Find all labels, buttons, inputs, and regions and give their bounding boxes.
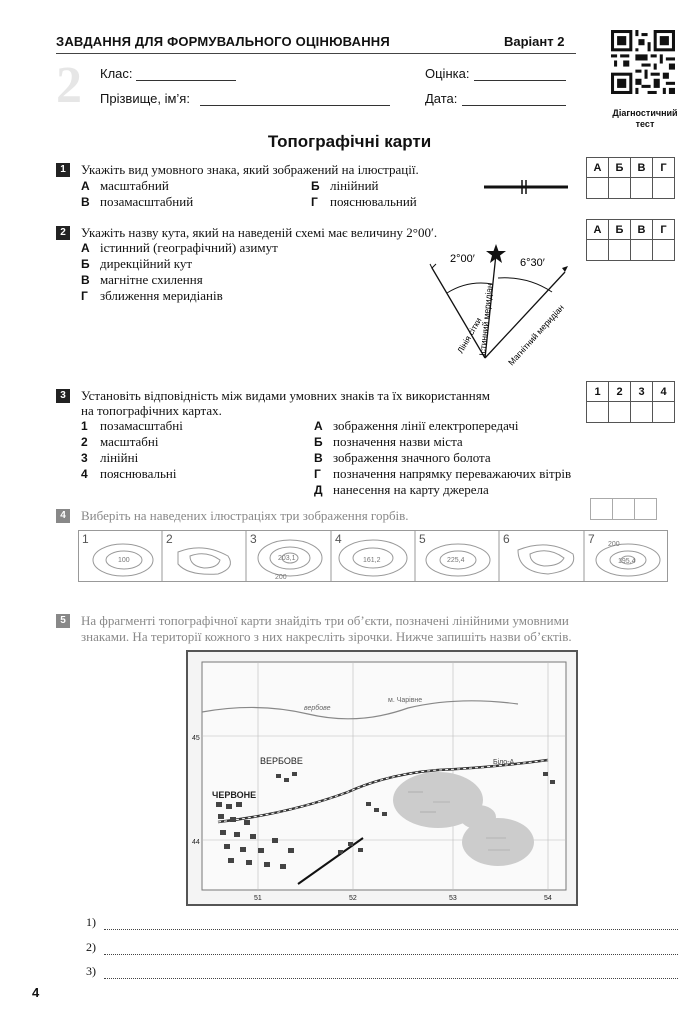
q3-right-a-letter: А — [314, 419, 323, 433]
map-row-label-1: 45 — [192, 735, 200, 742]
q1-option-d[interactable] — [311, 194, 417, 210]
map-road-label: Біло-А — [493, 759, 515, 766]
q1-answer-cell-b[interactable] — [609, 178, 631, 199]
q4-panel-3-contour: 200 — [275, 574, 287, 581]
q4-number-badge: 4 — [56, 509, 70, 523]
q4-answer-cell-1[interactable] — [591, 499, 613, 520]
qr-caption — [604, 108, 686, 130]
q3-left-4-text: пояснювальні — [100, 466, 177, 481]
q1-answer-head-c: В — [631, 158, 653, 178]
q2-option-a[interactable] — [81, 240, 278, 256]
q3-answer-cell-2[interactable] — [609, 402, 631, 423]
class-field[interactable] — [136, 79, 236, 81]
q3-right-c — [314, 450, 491, 466]
q2-answer-grid — [586, 219, 675, 261]
q4-panel-7-contour: 200 — [608, 541, 620, 548]
angle-label-2: 6°30′ — [520, 257, 545, 269]
grid-fork — [430, 264, 436, 268]
q4-panel-4-label: 161,2 — [363, 557, 381, 564]
q1-option-a-letter: А — [81, 179, 90, 193]
q2-answer-head-a: А — [587, 220, 609, 240]
q1-answer-cell-a[interactable] — [587, 178, 609, 199]
q4-panel-2-num: 2 — [166, 532, 173, 546]
q1-number-badge: 1 — [56, 163, 70, 177]
q3-right-b-text: позначення назви міста — [333, 434, 463, 449]
q1-text: Укажіть вид умовного знака, який зображений на ілюстрації. — [81, 162, 419, 177]
q2-answer-cell-d[interactable] — [653, 240, 675, 261]
map-col-label-2: 52 — [349, 895, 357, 902]
q3-answer-head-2: 2 — [609, 382, 631, 402]
arrow-icon — [562, 266, 568, 272]
q3-answer-cell-1[interactable] — [587, 402, 609, 423]
q3-number-badge: 3 — [56, 389, 70, 403]
q3-left-2 — [81, 434, 158, 450]
map-river-label: вербове — [304, 705, 331, 712]
q2-option-d-text: зближення меридіанів — [100, 288, 223, 303]
q5-number-badge: 5 — [56, 614, 70, 628]
q1-linear-symbol-illustration — [482, 177, 570, 197]
q3-right-c-text: зображення значного болота — [333, 450, 491, 465]
q3-left-2-text: масштабні — [100, 434, 159, 449]
q3-left-1-num: 1 — [81, 419, 88, 433]
class-label: Клас: — [100, 66, 133, 81]
q4-text: Виберіть на наведених ілюстраціях три зображення горбів. — [81, 508, 409, 523]
q3-answer-head-3: 3 — [631, 382, 653, 402]
qr-caption-line1: Діагностичний — [612, 108, 678, 118]
header-title: ЗАВДАННЯ ДЛЯ ФОРМУВАЛЬНОГО ОЦІНЮВАННЯ — [56, 34, 390, 49]
topic-title: Топографічні карти — [267, 132, 432, 151]
q5-answer-line-3[interactable] — [104, 977, 678, 979]
magnetic-meridian-label: Магнітний меридіан — [506, 302, 566, 368]
angle-label-1: 2°00′ — [450, 253, 475, 265]
q4-panel-6-num: 6 — [503, 532, 510, 546]
q3-text-line1: Установіть відповідність між видами умовних знаків та їх використанням — [81, 388, 490, 403]
q1-answer-grid — [586, 157, 675, 199]
header-divider — [56, 53, 576, 54]
map-row-label-2: 44 — [192, 839, 200, 846]
name-field[interactable] — [200, 104, 390, 106]
q3-right-e-letter: Д — [314, 483, 323, 497]
q2-option-d[interactable] — [81, 288, 223, 304]
q4-panel-1-label: 100 — [118, 557, 130, 564]
grade-field[interactable] — [474, 79, 566, 81]
q5-text-line1: На фрагменті топографічної карти знайдіть три об’єкти, позначені лінійними умовними — [81, 613, 569, 628]
q3-right-d-letter: Г — [314, 467, 321, 481]
map-col-label-3: 53 — [449, 895, 457, 902]
q4-panel-7-label: 195,4 — [618, 558, 636, 565]
q2-answer-cell-b[interactable] — [609, 240, 631, 261]
q4-panel-7-num: 7 — [588, 532, 595, 546]
q1-option-a[interactable] — [81, 178, 169, 194]
q3-answer-grid — [586, 381, 675, 423]
qr-caption-line2: тест — [635, 119, 655, 129]
q1-option-d-text: пояснювальний — [330, 194, 417, 209]
q3-right-e — [314, 482, 489, 498]
q3-right-a — [314, 418, 519, 434]
q1-option-c[interactable] — [81, 194, 193, 210]
q2-option-c-text: магнітне схилення — [100, 272, 203, 287]
date-label: Дата: — [425, 91, 458, 106]
map-place-label: м. Чарівне — [388, 697, 423, 704]
q1-answer-cell-d[interactable] — [653, 178, 675, 199]
q2-answer-head-d: Г — [653, 220, 675, 240]
q3-right-a-text: зображення лінії електропередачі — [333, 418, 519, 433]
q4-panel-3-label: 203,1 — [278, 555, 296, 562]
q2-option-b[interactable] — [81, 256, 192, 272]
q3-right-b — [314, 434, 463, 450]
q2-answer-cell-a[interactable] — [587, 240, 609, 261]
q3-right-b-letter: Б — [314, 435, 323, 449]
q1-answer-head-d: Г — [653, 158, 675, 178]
q5-answer-label-2: 2) — [86, 940, 96, 954]
true-meridian-label: Істинний меридіан — [477, 282, 495, 357]
q2-option-a-text: істинний (географічний) азимут — [100, 240, 278, 255]
q2-option-a-letter: А — [81, 241, 90, 255]
q5-text-line2: знаками. На території кожного з них накресліть зірочки. Нижче запишіть назви об’єктів. — [81, 629, 572, 644]
variant-label: Варіант 2 — [504, 34, 565, 49]
q4-panel-3-num: 3 — [250, 532, 257, 546]
q3-right-e-text: нанесення на карту джерела — [333, 482, 489, 497]
q1-option-a-text: масштабний — [100, 178, 169, 193]
q2-number-badge: 2 — [56, 226, 70, 240]
map-col-label-4: 54 — [544, 895, 552, 902]
q3-answer-head-1: 1 — [587, 382, 609, 402]
grade-label: Оцінка: — [425, 66, 470, 81]
qr-code[interactable] — [611, 30, 675, 94]
q3-left-4 — [81, 466, 176, 482]
q2-answer-head-b: Б — [609, 220, 631, 240]
variant-watermark-number: 2 — [56, 57, 82, 114]
grid-line-label: Лінія сітки — [455, 315, 484, 355]
q3-answer-cell-4[interactable] — [653, 402, 675, 423]
q2-angle-diagram — [410, 238, 585, 373]
q1-option-b-letter: Б — [311, 179, 320, 193]
q2-option-d-letter: Г — [81, 289, 88, 303]
q2-option-b-letter: Б — [81, 257, 90, 271]
q2-text: Укажіть назву кута, який на наведеній схемі має величину 2°00′. — [81, 225, 438, 240]
q1-option-b-text: лінійний — [330, 178, 379, 193]
q1-answer-cell-c[interactable] — [631, 178, 653, 199]
q2-answer-head-c: В — [631, 220, 653, 240]
q3-right-d — [314, 466, 571, 482]
q3-text-line2: на топографічних картах. — [81, 403, 222, 418]
q1-option-c-letter: В — [81, 195, 90, 209]
q3-right-c-letter: В — [314, 451, 323, 465]
map-col-label-1: 51 — [254, 895, 262, 902]
date-field[interactable] — [462, 104, 566, 106]
map-village-chervone: ЧЕРВОНЕ — [212, 790, 257, 800]
q3-left-3-num: 3 — [81, 451, 88, 465]
q2-option-b-text: дирекційний кут — [100, 256, 193, 271]
q5-answer-line-2[interactable] — [104, 953, 678, 955]
q1-answer-head-b: Б — [609, 158, 631, 178]
q4-answer-cell-2[interactable] — [613, 499, 635, 520]
q2-option-c-letter: В — [81, 273, 90, 287]
q5-answer-line-1[interactable] — [104, 928, 678, 930]
q4-answer-cell-3[interactable] — [635, 499, 657, 520]
q1-option-d-letter: Г — [311, 195, 318, 209]
q3-left-1 — [81, 418, 183, 434]
q3-answer-head-4: 4 — [653, 382, 675, 402]
q5-answer-label-3: 3) — [86, 964, 96, 978]
q3-left-2-num: 2 — [81, 435, 88, 449]
q4-answer-grid — [590, 498, 657, 520]
q1-answer-head-a: А — [587, 158, 609, 178]
q4-panel-5-label: 225,4 — [447, 557, 465, 564]
q4-contour-panels — [78, 530, 668, 582]
q5-topographic-map[interactable] — [186, 650, 578, 906]
q1-option-c-text: позамасштабний — [100, 194, 194, 209]
q1-option-b[interactable] — [311, 178, 379, 194]
q4-panel-1-num: 1 — [82, 532, 89, 546]
q3-left-4-num: 4 — [81, 467, 88, 481]
q4-panel-4-num: 4 — [335, 532, 342, 546]
name-label: Прізвище, ім’я: — [100, 91, 190, 106]
q3-answer-cell-3[interactable] — [631, 402, 653, 423]
q5-answer-label-1: 1) — [86, 915, 96, 929]
page-number: 4 — [32, 985, 40, 1000]
q3-left-1-text: позамасштабні — [100, 418, 183, 433]
q3-left-3 — [81, 450, 138, 466]
q4-panel-5-num: 5 — [419, 532, 426, 546]
angle-arc-2 — [498, 278, 552, 292]
map-village-verbove: ВЕРБОВЕ — [260, 756, 303, 766]
q3-left-3-text: лінійні — [100, 450, 139, 465]
q2-option-c[interactable] — [81, 272, 203, 288]
q2-answer-cell-c[interactable] — [631, 240, 653, 261]
q3-right-d-text: позначення напрямку переважаючих вітрів — [333, 466, 572, 481]
